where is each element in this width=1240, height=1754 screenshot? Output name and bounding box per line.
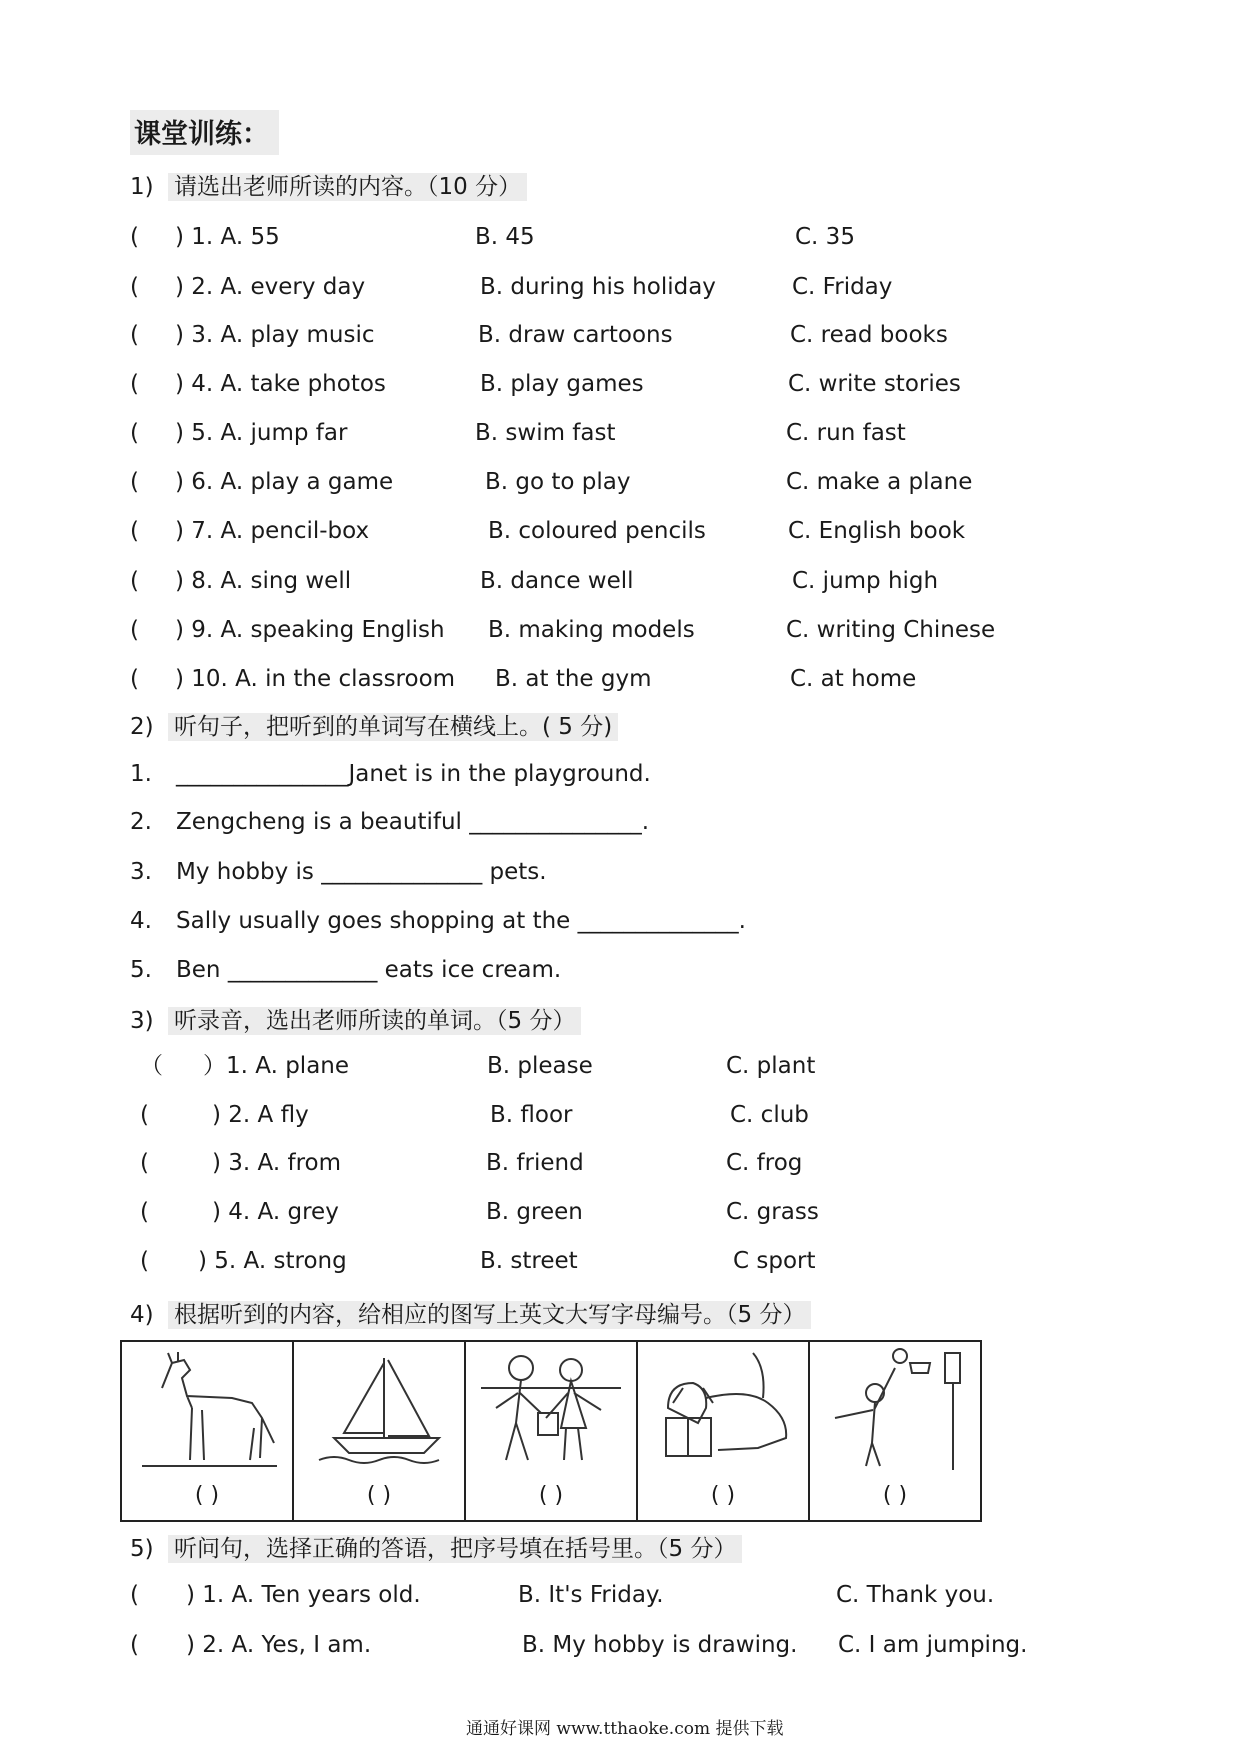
option-a[interactable]: ) 2. A fly: [212, 1102, 309, 1128]
answer-paren[interactable]: ( ): [194, 1483, 220, 1508]
section-5-heading: 5) 听问句，选择正确的答语，把序号填在括号里。（5 分）: [130, 1532, 742, 1566]
answer-paren[interactable]: (: [140, 1150, 149, 1176]
answer-paren[interactable]: （: [140, 1053, 163, 1079]
section-4-heading: 4) 根据听到的内容，给相应的图写上英文大写字母编号。（5 分）: [130, 1298, 811, 1332]
option-b[interactable]: B. street: [480, 1248, 578, 1274]
picture-cell-dog: [638, 1342, 810, 1520]
option-b[interactable]: B. It's Friday.: [518, 1582, 664, 1608]
answer-paren[interactable]: (: [130, 420, 139, 446]
option-a[interactable]: ) 6. A. play a game: [175, 469, 394, 495]
option-b[interactable]: B. go to play: [485, 469, 631, 495]
option-c[interactable]: C. English book: [788, 518, 966, 544]
fill-in-sentence[interactable]: Ben _____________ eats ice cream.: [176, 957, 562, 983]
option-b[interactable]: B. floor: [490, 1102, 573, 1128]
option-a[interactable]: ) 1. A. Ten years old.: [186, 1582, 421, 1608]
option-a[interactable]: ) 2. A. Yes, I am.: [186, 1632, 372, 1658]
dog-reading-icon: [648, 1348, 798, 1472]
item-number: 2.: [130, 809, 152, 835]
option-a[interactable]: ) 4. A. take photos: [175, 371, 386, 397]
option-b[interactable]: B. at the gym: [495, 666, 652, 692]
option-b[interactable]: B. play games: [480, 371, 644, 397]
answer-paren[interactable]: (: [130, 1582, 139, 1608]
picture-cell-sailboat: [294, 1342, 466, 1520]
option-a[interactable]: ) 5. A. jump far: [175, 420, 348, 446]
answer-paren[interactable]: (: [130, 518, 139, 544]
answer-paren[interactable]: (: [130, 1632, 139, 1658]
picture-cell-basketball: [810, 1342, 980, 1520]
option-a[interactable]: ) 2. A. every day: [175, 274, 366, 300]
page-title: 课堂训练：: [130, 110, 279, 155]
option-b[interactable]: B. coloured pencils: [488, 518, 706, 544]
option-a[interactable]: ) 3. A. play music: [175, 322, 375, 348]
option-b[interactable]: B. during his holiday: [480, 274, 716, 300]
option-b[interactable]: B. please: [487, 1053, 593, 1079]
answer-paren[interactable]: (: [130, 666, 139, 692]
option-b[interactable]: B. 45: [475, 224, 535, 250]
answer-paren[interactable]: ( ): [882, 1483, 908, 1508]
option-c[interactable]: C. plant: [726, 1053, 816, 1079]
option-a[interactable]: ）1. A. plane: [203, 1053, 350, 1079]
option-c[interactable]: C. jump high: [792, 568, 939, 594]
fill-in-sentence[interactable]: Zengcheng is a beautiful _______________.: [176, 809, 650, 835]
option-c[interactable]: C. write stories: [788, 371, 961, 397]
answer-paren[interactable]: (: [130, 568, 139, 594]
answer-paren[interactable]: (: [130, 469, 139, 495]
item-number: 1.: [130, 761, 152, 787]
answer-paren[interactable]: ( ): [538, 1483, 564, 1508]
option-b[interactable]: B. My hobby is drawing.: [522, 1632, 798, 1658]
fill-in-sentence[interactable]: My hobby is ______________ pets.: [176, 859, 547, 885]
option-a[interactable]: ) 4. A. grey: [212, 1199, 339, 1225]
basketball-player-icon: [820, 1348, 970, 1472]
answer-paren[interactable]: (: [140, 1248, 149, 1274]
option-a[interactable]: ) 7. A. pencil-box: [175, 518, 370, 544]
option-b[interactable]: B. draw cartoons: [478, 322, 673, 348]
people-shopping-icon: [476, 1348, 626, 1472]
answer-paren[interactable]: (: [130, 224, 139, 250]
section-1-heading: 1) 请选出老师所读的内容。（10 分）: [130, 170, 527, 204]
section-3-heading: 3) 听录音，选出老师所读的单词。（5 分）: [130, 1004, 581, 1038]
option-a[interactable]: ) 1. A. 55: [175, 224, 280, 250]
picture-cell-horse: [122, 1342, 294, 1520]
answer-paren[interactable]: (: [140, 1102, 149, 1128]
option-b[interactable]: B. green: [486, 1199, 583, 1225]
answer-paren[interactable]: (: [140, 1199, 149, 1225]
option-c[interactable]: C. I am jumping.: [838, 1632, 1028, 1658]
option-c[interactable]: C. at home: [790, 666, 917, 692]
option-c[interactable]: C sport: [733, 1248, 816, 1274]
item-number: 5.: [130, 957, 152, 983]
option-a[interactable]: ) 8. A. sing well: [175, 568, 352, 594]
option-c[interactable]: C. writing Chinese: [786, 617, 996, 643]
item-number: 4.: [130, 908, 152, 934]
option-b[interactable]: B. friend: [486, 1150, 584, 1176]
picture-table: [120, 1340, 982, 1522]
option-c[interactable]: C. club: [730, 1102, 809, 1128]
option-b[interactable]: B. dance well: [480, 568, 634, 594]
option-c[interactable]: C. grass: [726, 1199, 819, 1225]
item-number: 3.: [130, 859, 152, 885]
section-2-heading: 2) 听句子，把听到的单词写在横线上。( 5 分): [130, 710, 618, 744]
option-c[interactable]: C. run fast: [786, 420, 906, 446]
sailboat-icon: [304, 1348, 454, 1472]
option-a[interactable]: ) 10. A. in the classroom: [175, 666, 456, 692]
option-b[interactable]: B. swim fast: [475, 420, 616, 446]
answer-paren[interactable]: ( ): [366, 1483, 392, 1508]
option-a[interactable]: ) 3. A. from: [212, 1150, 342, 1176]
option-a[interactable]: ) 9. A. speaking English: [175, 617, 445, 643]
footer-credit: 通通好课网 www.tthaoke.com 提供下载: [466, 1719, 784, 1739]
horse-icon: [132, 1348, 282, 1472]
option-c[interactable]: C. make a plane: [786, 469, 973, 495]
answer-paren[interactable]: (: [130, 274, 139, 300]
option-b[interactable]: B. making models: [488, 617, 695, 643]
picture-cell-shopping: [466, 1342, 638, 1520]
option-c[interactable]: C. Friday: [792, 274, 893, 300]
option-a[interactable]: ) 5. A. strong: [198, 1248, 347, 1274]
option-c[interactable]: C. frog: [726, 1150, 803, 1176]
fill-in-sentence[interactable]: Sally usually goes shopping at the ______________.: [176, 908, 746, 934]
answer-paren[interactable]: (: [130, 322, 139, 348]
answer-paren[interactable]: (: [130, 371, 139, 397]
fill-in-sentence[interactable]: _______________Janet is in the playground.: [176, 761, 651, 787]
answer-paren[interactable]: ( ): [710, 1483, 736, 1508]
answer-paren[interactable]: (: [130, 617, 139, 643]
option-c[interactable]: C. Thank you.: [836, 1582, 995, 1608]
option-c[interactable]: C. read books: [790, 322, 948, 348]
option-c[interactable]: C. 35: [795, 224, 855, 250]
